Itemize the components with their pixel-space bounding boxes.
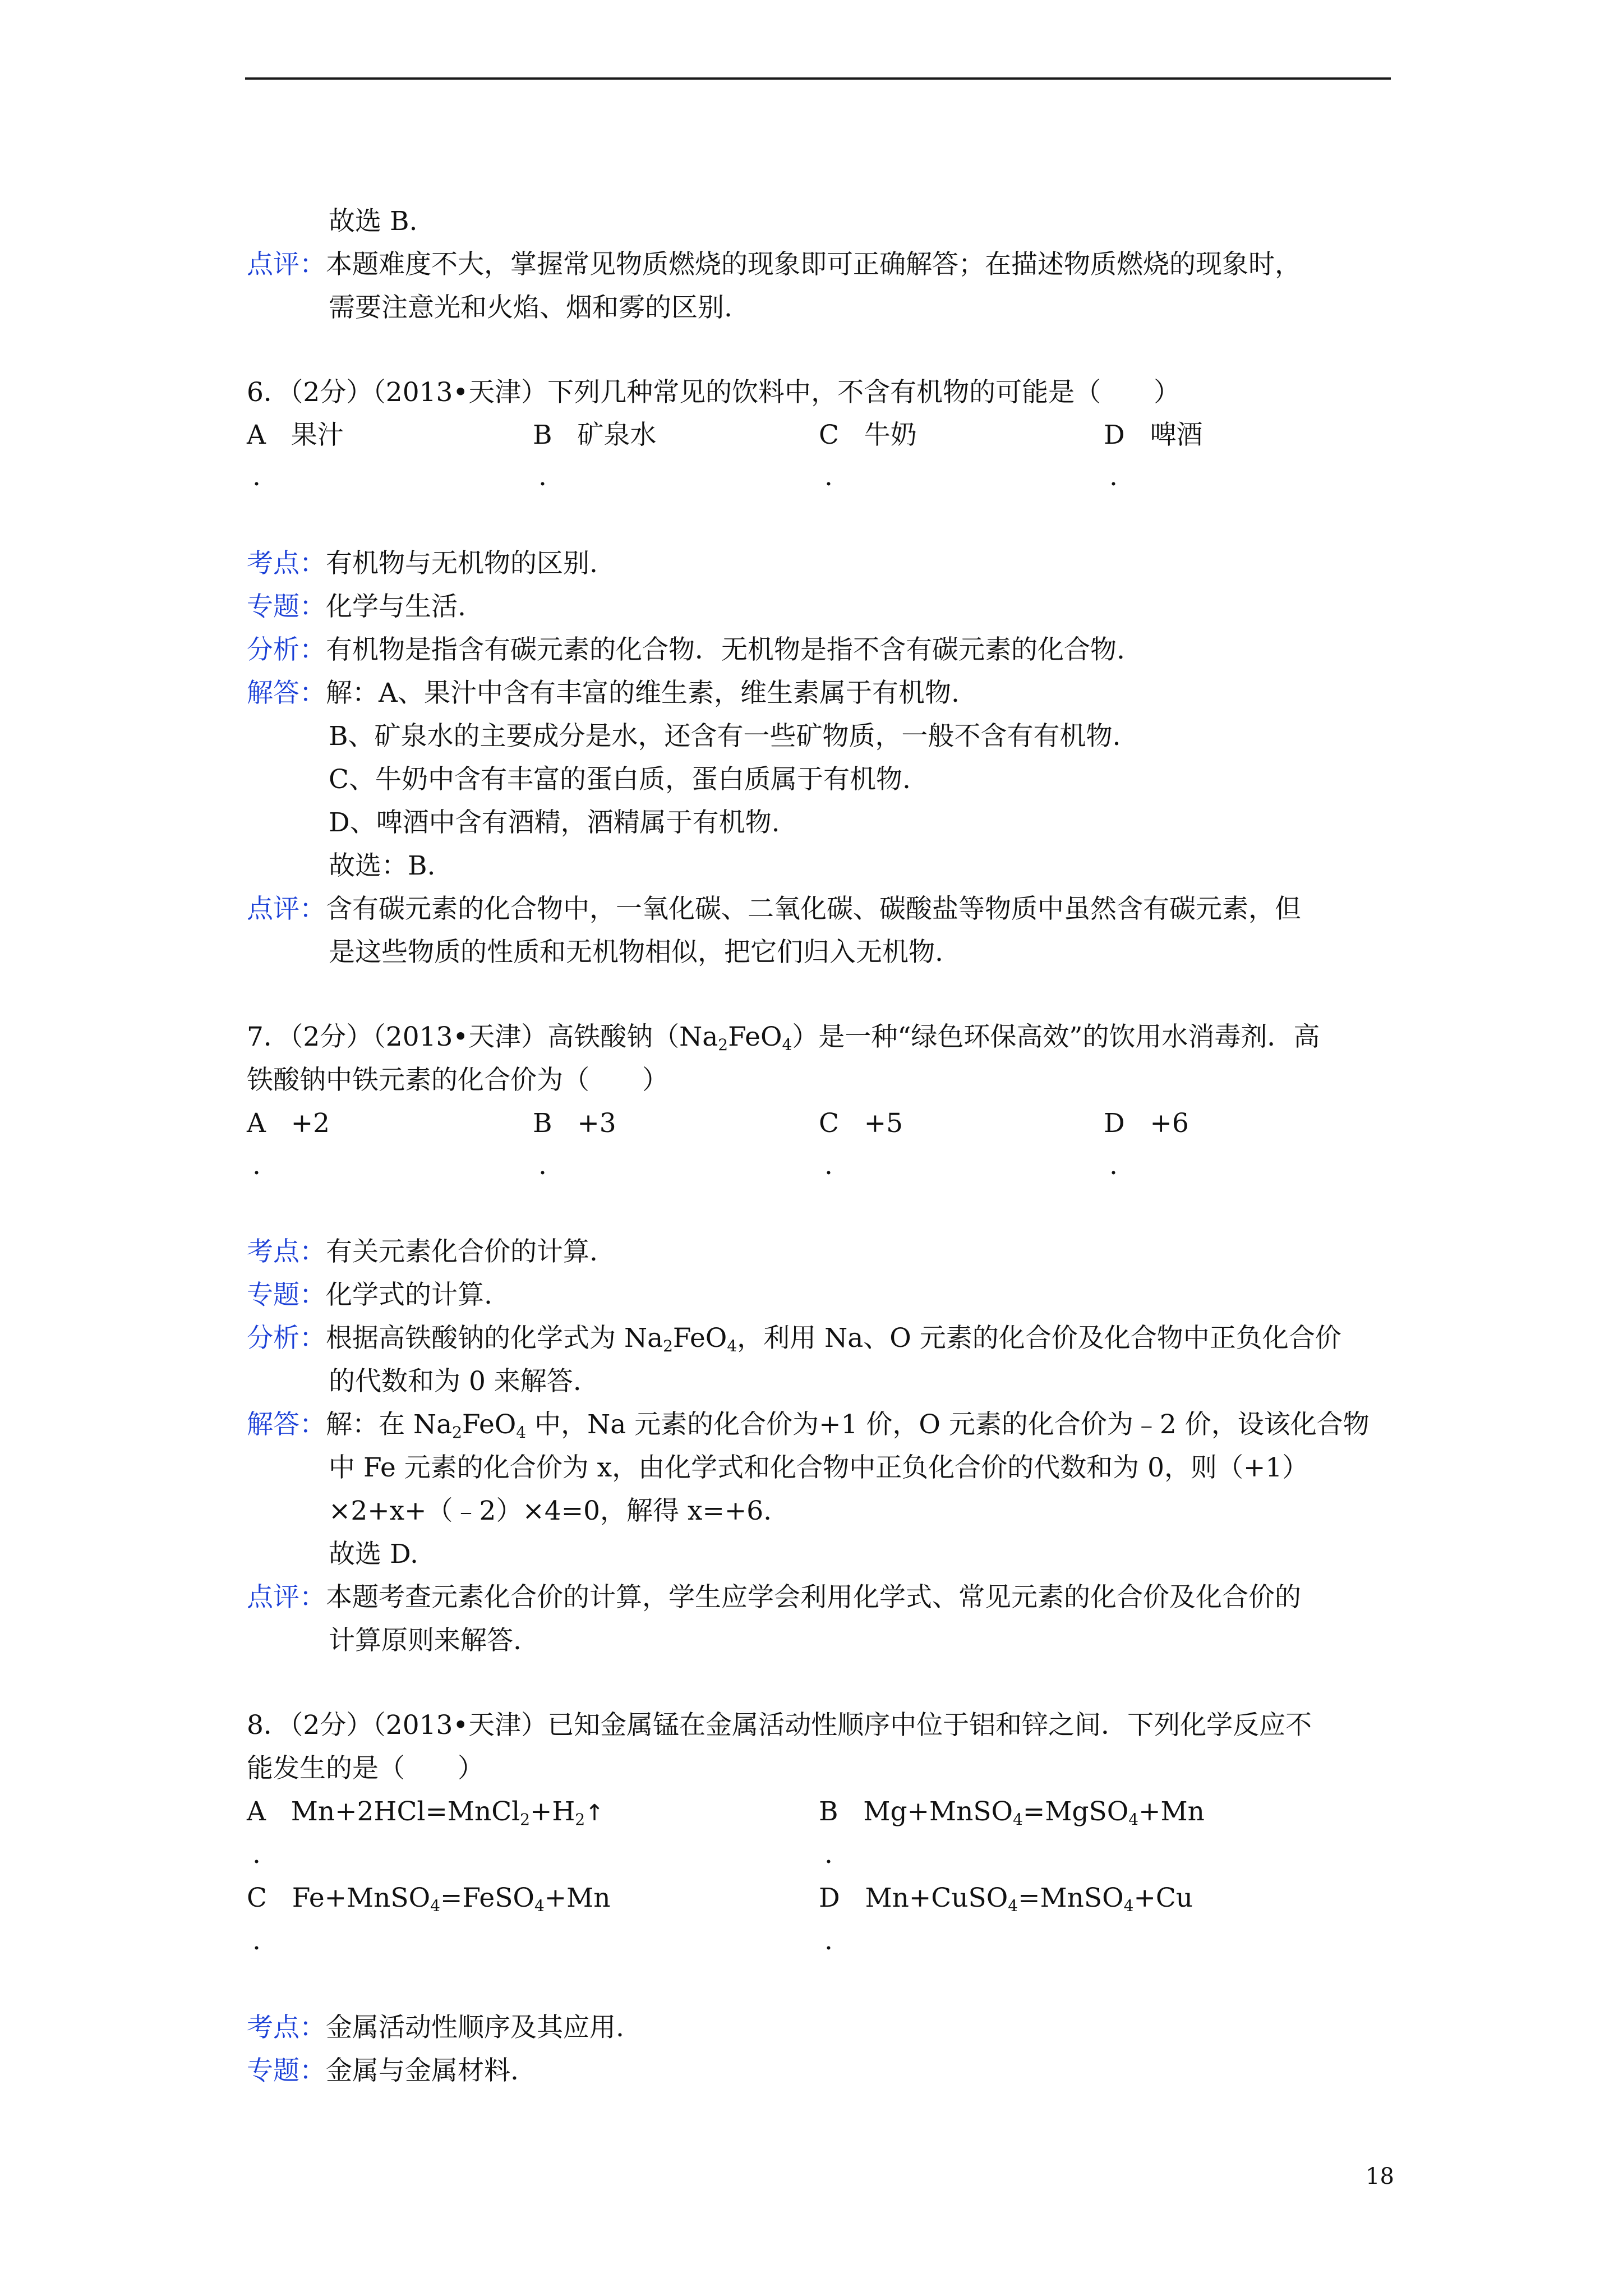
q7-jieda-2: 中 Fe 元素的化合价为 x，由化学式和化合物中正负化合价的代数和为 0，则（+1） (329, 1452, 1309, 1483)
q7-zhuanti: 专题：化学式的计算. (247, 1280, 492, 1310)
q8-option-c: C Fe+MnSO$_4$=FeSO$_4$+Mn (247, 1883, 611, 1915)
q8-zhuanti: 专题：金属与金属材料. (247, 2055, 519, 2086)
option-dot: . (824, 1150, 833, 1181)
q5-comment-line2: 需要注意光和火焰、烟和雾的区别. (329, 292, 732, 323)
option-dot: . (252, 461, 261, 492)
page-number: 18 (1366, 2164, 1394, 2189)
option-dot: . (1109, 461, 1118, 492)
q7-dianping-1: 点评：本题考查元素化合价的计算，学生应学会利用化学式、常见元素的化合价及化合价的 (247, 1582, 1301, 1613)
q7-kaodian: 考点：有关元素化合价的计算. (247, 1236, 598, 1267)
q7-option-d: D +6 (1104, 1108, 1189, 1139)
q5-comment-line1: 点评：本题难度不大，掌握常见物质燃烧的现象即可正确解答；在描述物质燃烧的现象时， (247, 249, 1301, 280)
q8-option-b: B Mg+MnSO$_4$=MgSO$_4$+Mn (819, 1796, 1205, 1829)
q7-option-a: A +2 (247, 1108, 330, 1139)
q6-stem: 6．（2分）（2013•天津）下列几种常见的饮料中，不含有机物的可能是（ ） (247, 377, 1181, 408)
q8-stem-2: 能发生的是（ ） (247, 1753, 484, 1784)
q6-option-d: D 啤酒 (1104, 420, 1203, 450)
option-dot: . (824, 1839, 833, 1870)
option-dot: . (824, 1925, 833, 1956)
q7-stem-2: 铁酸钠中铁元素的化合价为（ ） (247, 1065, 668, 1096)
q7-dianping-2: 计算原则来解答. (329, 1625, 522, 1656)
q8-kaodian: 考点：金属活动性顺序及其应用. (247, 2012, 624, 2043)
option-dot: . (252, 1150, 261, 1181)
option-dot: . (538, 1150, 547, 1181)
q6-dianping-1: 点评：含有碳元素的化合物中，一氧化碳、二氧化碳、碳酸盐等物质中虽然含有碳元素，但 (247, 894, 1301, 924)
q6-kaodian: 考点：有机物与无机物的区别. (247, 548, 598, 579)
option-dot: . (538, 461, 547, 492)
q6-jieda-3: C、牛奶中含有丰富的蛋白质，蛋白质属于有机物. (329, 764, 911, 795)
q6-option-a: A 果汁 (247, 420, 344, 450)
gas-arrow-icon: ↑ (585, 1800, 604, 1826)
q5-choose: 故选 B. (329, 206, 418, 237)
q6-dianping-2: 是这些物质的性质和无机物相似，把它们归入无机物. (329, 937, 943, 968)
q6-jieda-5: 故选：B. (329, 850, 436, 881)
q7-stem-1: 7．（2分）（2013•天津）高铁酸钠$(Na_2FeO_4)$是一种“绿色环保高效”的饮用水消毒剂．高 (247, 1022, 1320, 1054)
q7-jieda-1: 解答：解：在 $Na_2FeO_4$ 中，Na 元素的化合价为+1 价，O 元素的化合价为﹣2 价，设该化合物 (247, 1409, 1370, 1442)
option-dot: . (252, 1839, 261, 1870)
header-rule (245, 77, 1391, 80)
q7-option-b: B +3 (533, 1108, 616, 1139)
q6-jieda-2: B、矿泉水的主要成分是水，还含有一些矿物质，一般不含有有机物. (329, 721, 1121, 752)
option-dot: . (252, 1925, 261, 1956)
option-dot: . (824, 461, 833, 492)
q7-jieda-4: 故选 D. (329, 1539, 418, 1570)
option-dot: . (1109, 1150, 1118, 1181)
q6-jieda-4: D、啤酒中含有酒精，酒精属于有机物. (329, 807, 780, 838)
q6-zhuanti: 专题：化学与生活. (247, 591, 466, 622)
q8-option-d: D Mn+CuSO$_4$=MnSO$_4$+Cu (819, 1883, 1193, 1915)
q6-jieda-1: 解答：解：A、果汁中含有丰富的维生素，维生素属于有机物. (247, 678, 960, 708)
q6-fenxi: 分析：有机物是指含有碳元素的化合物．无机物是指不含有碳元素的化合物. (247, 634, 1125, 665)
q6-option-b: B 矿泉水 (533, 420, 657, 450)
q7-jieda-3: ×2+x+（﹣2）×4=0，解得 x=+6. (329, 1496, 772, 1526)
q7-fenxi-1: 分析：根据高铁酸钠的化学式为 $Na_2FeO_4$，利用 Na、O 元素的化合价及化合物中正负化合价 (247, 1323, 1341, 1355)
q7-fenxi-2: 的代数和为 0 来解答. (329, 1366, 582, 1397)
q8-option-a: A $Mn+2HCl=MnCl_2+H_2↑$ (247, 1796, 604, 1829)
q7-option-c: C +5 (819, 1108, 903, 1139)
comment-label: 点评： (247, 249, 326, 280)
q6-option-c: C 牛奶 (819, 420, 917, 450)
q8-stem-1: 8．（2分）（2013•天津）已知金属锰在金属活动性顺序中位于铝和锌之间．下列化学反应不 (247, 1710, 1312, 1741)
